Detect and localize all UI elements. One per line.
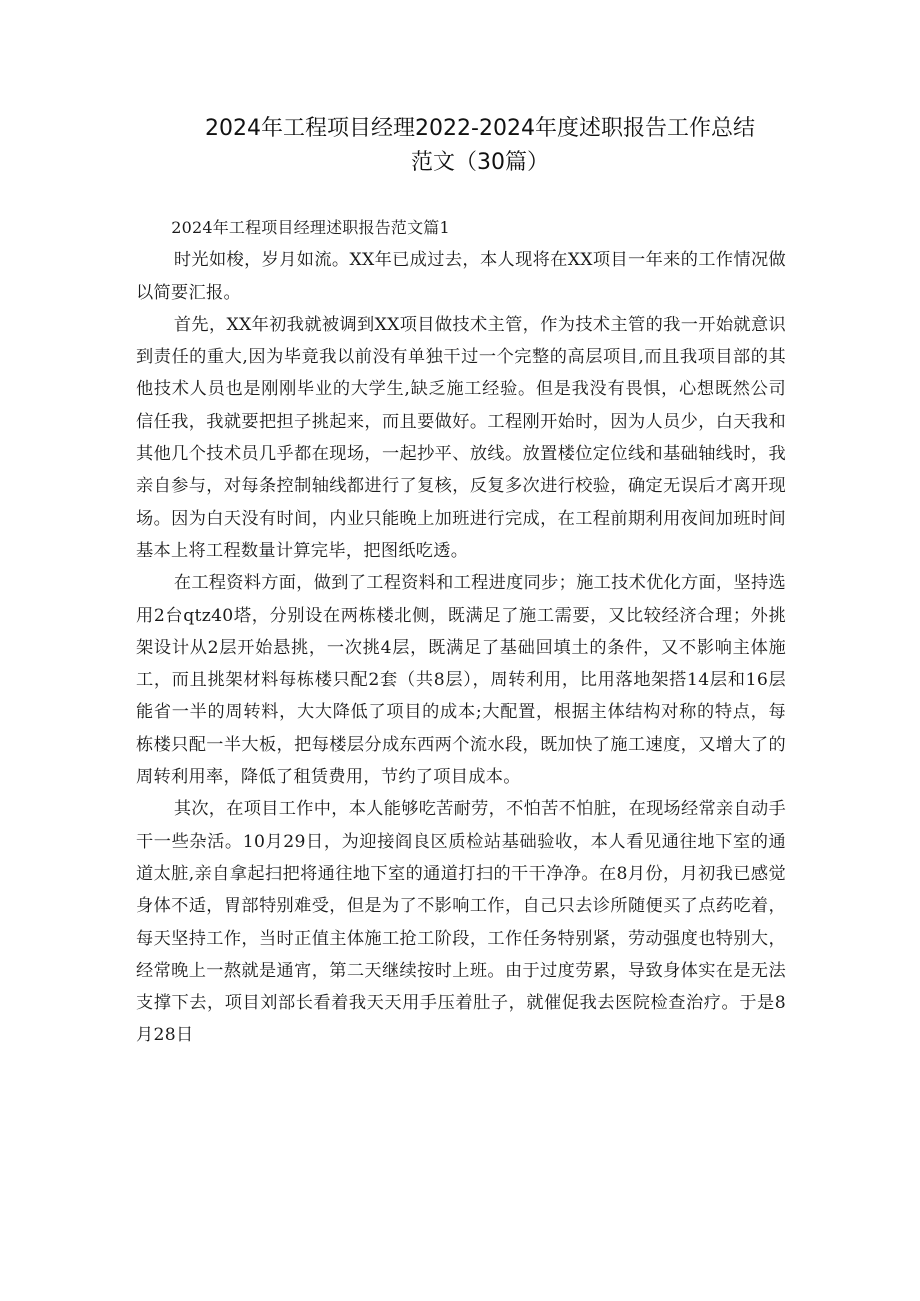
document-body (136, 212, 786, 1052)
paragraph-2: 首先，XX年初我就被调到XX项目做技术主管，作为技术主管的我一开始就意识到责任的重大,因为毕竟我以前没有单独干过一个完整的高层项目,而且我项目部的其他技术人员也是刚刚毕业的大学生,缺乏施工经验。但是我没有畏惧，心想既然公司信任我，我就要把担子挑起来，而且要做好。工程刚开始时，因为人员少，白天我和其他几个技术员几乎都在现场，一起抄平、放线。放置楼位定位线和基础轴线时，我亲自参与，对每条控制轴线都进行了复核，反复多次进行校验，确定无误后才离开现场。因为白天没有时间，内业只能晚上加班进行完成，在工程前期利用夜间加班时间基本上将工程数量计算完毕，把图纸吃透。 (136, 314, 786, 561)
paragraph-4: 其次，在项目工作中，本人能够吃苦耐劳，不怕苦不怕脏，在现场经常亲自动手干一些杂活。10月29日，为迎接阎良区质检站基础验收，本人看见通往地下室的通道太脏,亲自拿起扫把将通往地下室的通道打扫的干干净净。在8月份，月初我已感觉身体不适，胃部特别难受，但是为了不影响工作，自己只去诊所随便买了点药吃着，每天坚持工作，当时正值主体施工抢工阶段，工作任务特别紧，劳动强度也特别大，经常晚上一熬就是通宵，第二天继续按时上班。由于过度劳累，导致身体实在是无法支撑下去，项目刘部长看着我天天用手压着肚子，就催促我去医院检查治疗。于是8月28日 (136, 799, 786, 1046)
paragraph-3: 在工程资料方面，做到了工程资料和工程进度同步；施工技术优化方面，坚持选用2台qtz40塔，分别设在两栋楼北侧，既满足了施工需要，又比较经济合理；外挑架设计从2层开始悬挑，一次挑4层，既满足了基础回填土的条件，又不影响主体施工，而且挑架材料每栋楼只配2套（共8层），周转利用，比用落地架搭14层和16层能省一半的周转料，大大降低了项目的成本;大配置，根据主体结构对称的特点，每栋楼只配一半大板，把每楼层分成东西两个流水段，既加快了施工速度，又增大了的周转利用率，降低了租赁费用，节约了项目成本。 (136, 573, 786, 788)
section-heading: 2024年工程项目经理述职报告范文篇1 (171, 218, 450, 237)
paragraph-1: 时光如梭，岁月如流。XX年已成过去，本人现将在XX项目一年来的工作情况做以简要汇报。 (136, 250, 786, 303)
title-line-2: 范文（30篇） (411, 150, 549, 175)
document-title (150, 112, 810, 180)
title-line-1: 2024年工程项目经理2022-2024年度述职报告工作总结 (205, 116, 755, 141)
